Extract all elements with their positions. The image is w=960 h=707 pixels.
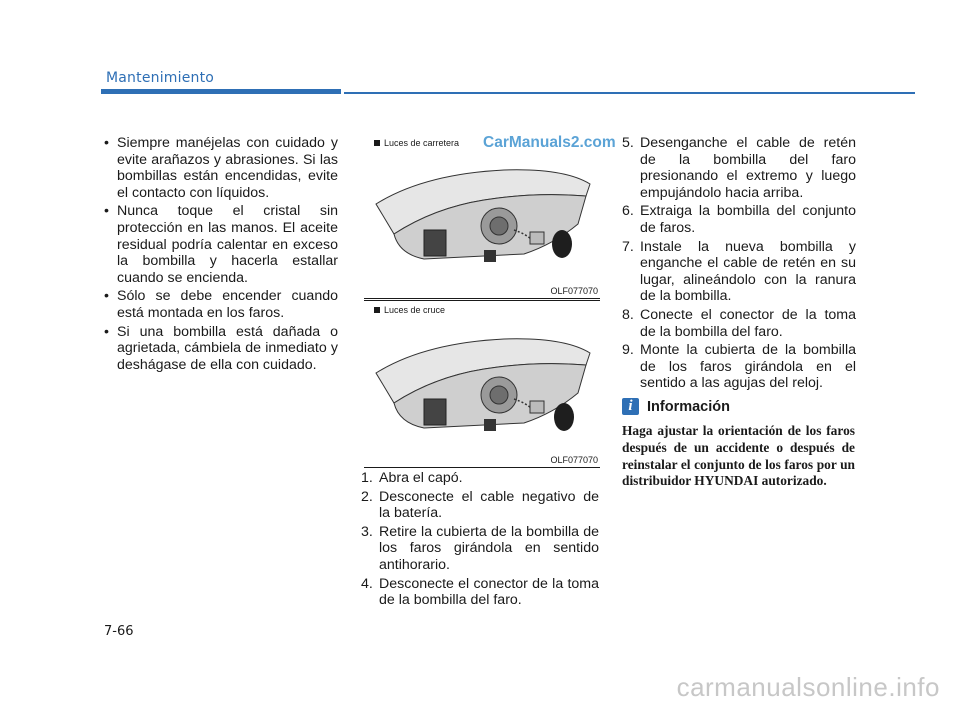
- step-item: 4. Desconecte el conector de la toma de la bombilla del faro.: [361, 575, 599, 609]
- site-watermark: CarManuals2.com: [483, 134, 616, 151]
- step-item: 7. Instale la nueva bombilla y enganche el cable de retén en su lugar, alineándolo con la ranura de la bombilla.: [622, 238, 856, 305]
- figure-low-beam: [364, 300, 600, 468]
- section-title: Mantenimiento: [106, 70, 215, 86]
- info-heading: [622, 398, 730, 415]
- step-item: 5. Desenganche el cable de retén de la bombilla del faro presionando el extremo y luego empujándolo hacia arriba.: [622, 135, 856, 201]
- info-text: Haga ajustar la orientación de los faros después de un accidente o después de reinstalar el conjunto de los faros por un distribuidor HYUNDAI autorizado.: [622, 423, 855, 489]
- headlamp-illustration: [364, 301, 600, 467]
- info-title: Información: [647, 398, 730, 415]
- left-column: [103, 135, 338, 375]
- steps-list: [622, 135, 856, 392]
- bullet-item: • Siempre manéjelas con cuidado y evite arañazos y abrasiones. Si las bombillas están encendidas, evite el contacto con líquidos.: [103, 135, 338, 201]
- step-item: 3. Retire la cubierta de la bombilla de los faros girándola en sentido antihorario.: [361, 523, 599, 573]
- caution-bullet-list: [103, 135, 338, 373]
- info-icon: i: [622, 398, 639, 415]
- step-item: 6. Extraiga la bombilla del conjunto de faros.: [622, 203, 856, 236]
- header-rule-thin: [344, 92, 915, 94]
- header-rule-thick: [101, 89, 341, 94]
- bullet-item: • Si una bombilla está dañada o agrietada, cámbiela de inmediato y deshágase de ella con cuidado.: [103, 324, 338, 374]
- figure-code: OLF077070: [550, 455, 598, 465]
- step-item: 2. Desconecte el cable negativo de la batería.: [361, 488, 599, 522]
- middle-column: [361, 470, 599, 611]
- steps-list: [361, 470, 599, 609]
- bullet-item: • Nunca toque el cristal sin protección en las manos. El aceite residual podría calentar en exceso la bombilla y hacerla estallar cuando se encienda.: [103, 203, 338, 286]
- bullet-item: • Sólo se debe encender cuando está montada en los faros.: [103, 288, 338, 321]
- headlamp-illustration: [364, 134, 600, 298]
- figure-code: OLF077070: [550, 286, 598, 296]
- figure-caption: Luces de cruce: [374, 305, 445, 315]
- step-item: 9. Monte la cubierta de la bombilla de los faros girándola en el sentido a las agujas del reloj.: [622, 342, 856, 392]
- step-item: 8. Conecte el conector de la toma de la bombilla del faro.: [622, 306, 856, 340]
- step-item: 1. Abra el capó.: [361, 470, 463, 486]
- figure-caption: Luces de carretera: [374, 138, 459, 148]
- footer-watermark: carmanualsonline.info: [676, 672, 940, 702]
- page-number: 7-66: [104, 624, 134, 639]
- figure-high-beam: [364, 134, 600, 299]
- right-column: [622, 135, 856, 394]
